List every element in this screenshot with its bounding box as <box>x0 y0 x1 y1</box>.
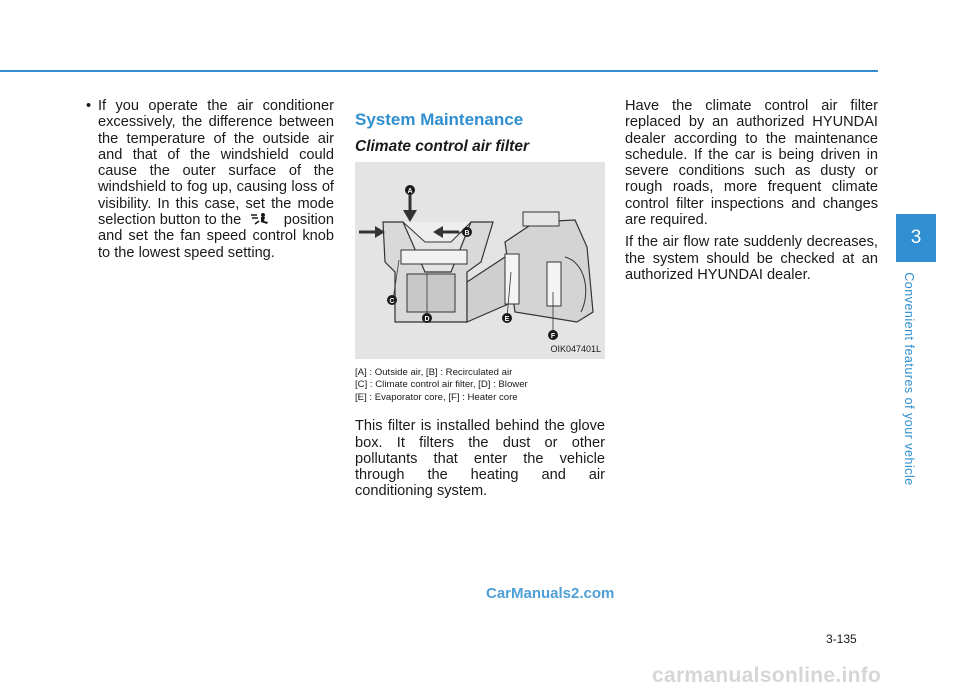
air-filter-figure <box>355 162 605 359</box>
header-rule <box>0 70 878 72</box>
column-3 <box>625 98 878 283</box>
callout-b-label: B <box>464 230 470 237</box>
figure-caption <box>355 367 605 404</box>
air-flow-paragraph: If the air flow rate suddenly decreases, the system should be checked at an authorized HYUNDAI dealer. <box>625 234 878 283</box>
column-1 <box>86 98 334 261</box>
callout-a-label: A <box>407 188 413 195</box>
column-2 <box>355 110 605 500</box>
watermark-link[interactable]: CarManuals2.com <box>486 585 615 602</box>
callout-a <box>405 185 415 195</box>
page-number: 3-135 <box>826 632 857 646</box>
callout-d <box>422 313 432 323</box>
caption-line: [A] : Outside air, [B] : Recirculated air <box>355 367 513 378</box>
bullet-text-part1: If you operate the air conditioner excessively, the difference between the temperature of the outside air and that of the windshield could cause the outer surface of the windshield to fog up, causing loss of visibility. In this case, set the mode selection button to the <box>98 98 334 229</box>
blower-housing <box>407 274 455 312</box>
callout-f <box>548 330 558 340</box>
bullet-text <box>98 98 334 261</box>
callout-e-label: E <box>504 316 510 323</box>
footer-watermark: carmanualsonline.info <box>652 664 882 687</box>
section-title: System Maintenance <box>355 110 524 129</box>
callout-b <box>462 227 472 237</box>
callout-f-label: F <box>550 333 556 340</box>
filter-slot <box>401 250 467 264</box>
caption-line: [E] : Evaporator core, [F] : Heater core <box>355 391 518 403</box>
figure-code: OIK047401L <box>550 343 601 354</box>
callout-c <box>387 295 397 305</box>
subsection-title: Climate control air filter <box>355 138 529 155</box>
defrost-floor-mode-icon <box>249 212 275 226</box>
evaporator-core <box>505 254 519 304</box>
callout-e <box>502 313 512 323</box>
filter-replacement-paragraph: Have the climate control air filter replaced by an authorized HYUNDAI dealer according to the maintenance schedule. If the car is being driven in severe conditions such as dusty or rough roads, more frequent climate control filter inspections and changes are required. <box>625 98 878 229</box>
filter-description: This filter is installed behind the glove box. It filters the dust or other pollutants that enter the vehicle through the heating and air conditioning system. <box>355 418 605 500</box>
hvac-unit-diagram <box>355 162 605 359</box>
bullet-item <box>86 98 334 261</box>
heater-core <box>547 262 561 306</box>
bullet-text-part2: position and set the fan speed control knob to the lowest speed setting. <box>98 212 335 261</box>
bullet-dot: • <box>86 98 92 114</box>
outlet-vent <box>523 212 559 226</box>
callout-d-label: D <box>424 316 430 323</box>
caption-line: [C] : Climate control air filter, [D] : Blower <box>355 379 528 391</box>
outside-air-arrowhead <box>403 210 417 222</box>
chapter-number-tab: 3 <box>896 214 936 262</box>
chapter-title: Convenient features of your vehicle <box>902 272 916 486</box>
callout-c-label: C <box>389 298 395 305</box>
